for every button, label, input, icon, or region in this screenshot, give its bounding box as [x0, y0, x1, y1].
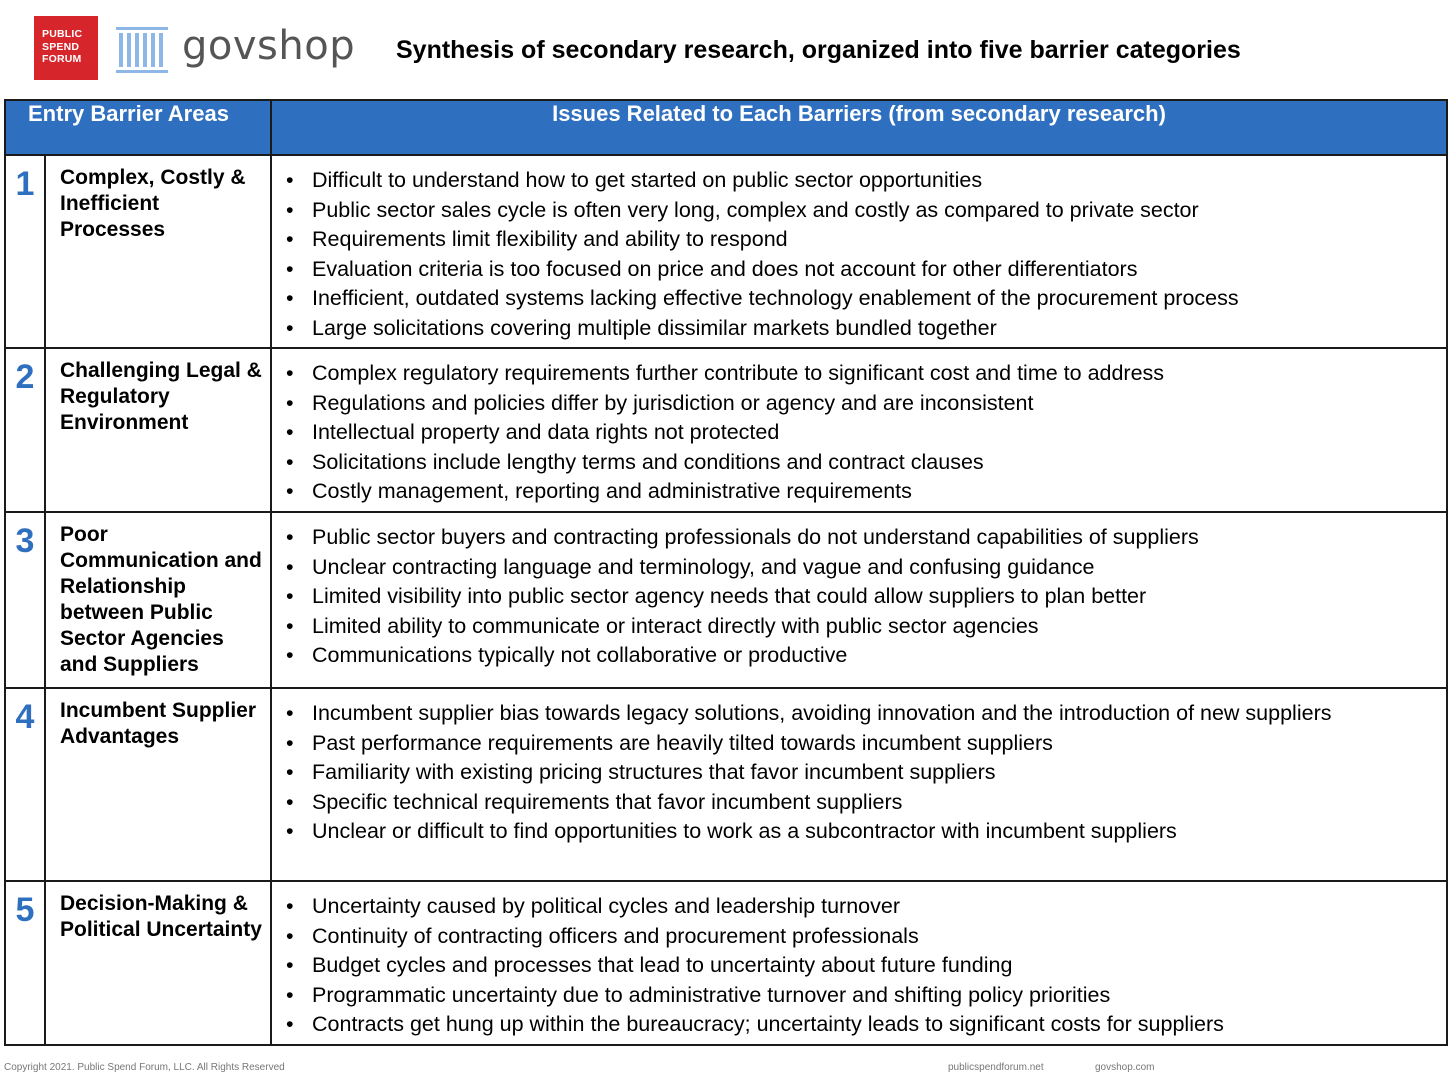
list-item: • Contracts get hung up within the bureaucracy; uncertainty leads to significant costs for suppliers [286, 1012, 1224, 1036]
row-number: 3 [5, 512, 45, 688]
list-item: • Intellectual property and data rights not protected [286, 420, 780, 444]
table-row [5, 348, 1447, 512]
barrier-area: Challenging Legal & Regulatory Environment [45, 348, 271, 512]
header-entry-barrier-areas: Entry Barrier Areas [5, 100, 271, 155]
footer-link-govshop[interactable]: govshop.com [1095, 1062, 1155, 1073]
barriers-table [4, 99, 1448, 1046]
govshop-capitol-icon [116, 25, 168, 75]
list-item: • Public sector buyers and contracting professionals do not understand capabilities of suppliers [286, 525, 1199, 549]
list-item: • Public sector sales cycle is often very long, complex and costly as compared to private sector [286, 197, 1199, 222]
list-item: • Evaluation criteria is too focused on price and does not account for other differentiators [286, 256, 1138, 281]
issues-cell [271, 688, 1447, 881]
public-spend-forum-logo: PUBLIC SPEND FORUM [34, 16, 98, 80]
barrier-area: Complex, Costly & Inefficient Processes [45, 155, 271, 348]
table-row [5, 881, 1447, 1045]
barrier-area: Poor Communication and Relationship between Public Sector Agencies and Suppliers [45, 512, 271, 688]
issue-list [286, 523, 1446, 671]
row-number: 1 [5, 155, 45, 348]
page-header [0, 0, 1454, 100]
issues-cell [271, 348, 1447, 512]
list-item: • Continuity of contracting officers and procurement professionals [286, 923, 919, 948]
list-item: • Solicitations include lengthy terms and conditions and contract clauses [286, 449, 984, 474]
list-item: • Programmatic uncertainty due to administrative turnover and shifting policy priorities [286, 982, 1111, 1007]
list-item: • Unclear contracting language and terminology, and vague and confusing guidance [286, 554, 1095, 579]
list-item: • Past performance requirements are heavily tilted towards incumbent suppliers [286, 730, 1053, 755]
issues-cell [271, 512, 1447, 688]
list-item: • Incumbent supplier bias towards legacy solutions, avoiding innovation and the introduction of new suppliers [286, 701, 1332, 725]
list-item: • Limited ability to communicate or interact directly with public sector agencies [286, 613, 1039, 638]
row-number: 5 [5, 881, 45, 1045]
list-item: • Unclear or difficult to find opportunities to work as a subcontractor with incumbent suppliers [286, 819, 1177, 843]
table-header-row [5, 100, 1447, 155]
list-item: • Complex regulatory requirements further contribute to significant cost and time to address [286, 361, 1165, 385]
govshop-logo-word: govshop [182, 23, 356, 69]
table-row [5, 155, 1447, 348]
list-item: • Requirements limit flexibility and ability to respond [286, 227, 788, 251]
issue-list [286, 892, 1446, 1040]
row-number: 2 [5, 348, 45, 512]
barrier-area: Incumbent Supplier Advantages [45, 688, 271, 881]
list-item: • Large solicitations covering multiple dissimilar markets bundled together [286, 315, 997, 340]
list-item: • Specific technical requirements that favor incumbent suppliers [286, 789, 903, 814]
list-item: • Costly management, reporting and administrative requirements [286, 479, 912, 503]
footer-copyright: Copyright 2021. Public Spend Forum, LLC. All Rights Reserved [4, 1062, 285, 1073]
list-item: • Uncertainty caused by political cycles and leadership turnover [286, 894, 900, 918]
page-title: Synthesis of secondary research, organized into five barrier categories [396, 36, 1241, 64]
list-item: • Inefficient, outdated systems lacking effective technology enablement of the procurement process [286, 286, 1239, 310]
list-item: • Difficult to understand how to get started on public sector opportunities [286, 168, 983, 192]
row-number: 4 [5, 688, 45, 881]
issue-list [286, 359, 1446, 507]
issue-list [286, 699, 1446, 847]
list-item: • Communications typically not collaborative or productive [286, 643, 848, 667]
list-item: • Limited visibility into public sector agency needs that could allow suppliers to plan better [286, 584, 1147, 608]
issues-cell [271, 881, 1447, 1045]
issues-cell [271, 155, 1447, 348]
list-item: • Budget cycles and processes that lead to uncertainty about future funding [286, 953, 1013, 977]
list-item: • Familiarity with existing pricing structures that favor incumbent suppliers [286, 760, 996, 784]
list-item: • Regulations and policies differ by jurisdiction or agency and are inconsistent [286, 390, 1034, 415]
header-issues: Issues Related to Each Barriers (from secondary research) [271, 100, 1447, 155]
table-row [5, 512, 1447, 688]
issue-list [286, 166, 1446, 343]
footer-link-publicspendforum[interactable]: publicspendforum.net [948, 1062, 1044, 1073]
table-row [5, 688, 1447, 881]
barrier-area: Decision-Making & Political Uncertainty [45, 881, 271, 1045]
